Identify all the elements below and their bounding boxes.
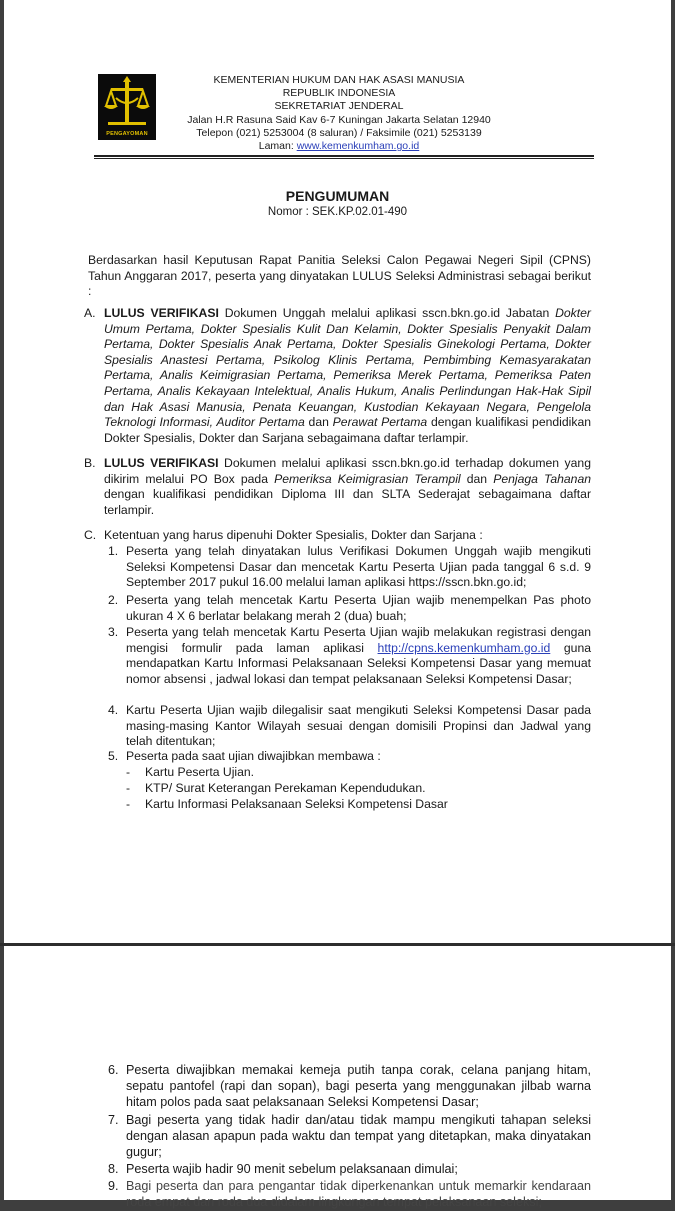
item-8-number: 8.	[108, 1162, 119, 1176]
item-6-number: 6.	[108, 1063, 119, 1077]
item-1-text: Peserta yang telah dinyatakan lulus Verifikasi Dokumen Unggah wajib mengikuti Seleksi Kompetensi Dasar dan mencetak Kartu Peserta Ujian pada tanggal 6 s.d. 9 September 2017 pukul 16.00 melalui laman aplikasi https://sscn.bkn.go.id;	[126, 544, 591, 590]
letterhead-rule-thick	[94, 155, 594, 157]
bullet-2: KTP/ Surat Keterangan Perekaman Kependudukan.	[145, 781, 426, 795]
item-3-text	[126, 625, 591, 687]
document-number: Nomor : SEK.KP.02.01-490	[267, 206, 408, 218]
item-4-text: Kartu Peserta Ujian wajib dilegalisir saat mengikuti Seleksi Kompetensi Dasar pada masing-masing Kantor Wilayah sesuai dengan domisili Propinsi dan Jadwal yang telah ditentukan;	[126, 703, 591, 749]
item-8-text: Peserta wajib hadir 90 menit sebelum pelaksanaan dimulai;	[126, 1162, 458, 1176]
ministry-name: KEMENTERIAN HUKUM DAN HAK ASASI MANUSIA	[213, 74, 465, 86]
section-c-heading: Ketentuan yang harus dipenuhi Dokter Spesialis, Dokter dan Sarjana :	[104, 528, 483, 542]
section-a-position-last: Perawat Pertama	[332, 415, 428, 430]
section-a-heading: LULUS VERIFIKASI	[104, 306, 219, 320]
intro-paragraph: Berdasarkan hasil Keputusan Rapat Panitia Seleksi Calon Pegawai Negeri Sipil (CPNS) Tahun Anggaran 2017, peserta yang dinyatakan LULUS Seleksi Administrasi sebagai berikut :	[88, 253, 591, 299]
section-b-text: Dokumen melalui aplikasi sscn.bkn.go.id terhadap dokumen yang dikirim melalui PO Box pada	[104, 456, 591, 486]
section-b-body	[104, 456, 591, 518]
phone-fax: Telepon (021) 5253004 (8 saluran) / Faksimile (021) 5253139	[196, 126, 482, 139]
item-1-number: 1.	[108, 544, 119, 558]
item-3-number: 3.	[108, 625, 119, 639]
pengayoman-logo	[98, 74, 156, 140]
bullet-dash: -	[126, 765, 131, 779]
document-page-2	[4, 946, 671, 1209]
item-3-text-end: guna mendapatkan Kartu Informasi Pelaksanaan Seleksi Kompetensi Dasar yang memuat nomor absensi , jadwal lokasi dan tempat pelaksanaan Seleksi Kompetensi Dasar;	[126, 640, 592, 686]
item-9-text: Bagi peserta dan para pengantar tidak diperkenankan untuk memarkir kendaraan roda empat dan roda dua didalam lingkungan tempat pelaksanaan seleksi;	[126, 1179, 591, 1209]
section-b-position-1: Pemeriksa Keimigrasian Terampil	[274, 471, 461, 486]
section-a-conjunction: dan	[304, 415, 333, 430]
bullet-1: Kartu Peserta Ujian.	[145, 765, 255, 779]
bullet-dash: -	[126, 781, 131, 795]
document-title: PENGUMUMAN	[285, 188, 390, 204]
section-b-qualification: dengan kualifikasi pendidikan Diploma III dan SLTA Sederajat sebagaimana daftar terlampir.	[104, 487, 591, 517]
section-a-letter: A.	[84, 306, 96, 320]
section-a-body	[104, 306, 591, 446]
section-b-position-2: Penjaga Tahanan	[493, 471, 592, 486]
section-b-heading: LULUS VERIFIKASI	[104, 456, 219, 470]
letterhead	[169, 74, 509, 153]
secretariat-name: SEKRETARIAT JENDERAL	[274, 100, 404, 113]
document-page-1	[4, 0, 671, 943]
bullet-dash: -	[126, 797, 131, 811]
item-7-text: Bagi peserta yang tidak hadir dan/atau tidak mampu mengikuti tahapan seleksi dengan alasan apapun pada waktu dan tempat yang ditetapkan, maka dinyatakan gugur;	[126, 1113, 591, 1159]
website-line	[169, 140, 509, 153]
section-a-positions: Dokter Umum Pertama, Dokter Spesialis Kulit Dan Kelamin, Dokter Spesialis Penyakit Dalam Pertama, Dokter Spesialis Anak Pertama, Dokter Spesialis Ginekologi Pertama, Dokter Spesialis Anastesi Pertama, Psikolog Klinis Pertama, Pembimbing Kemasyarakatan Pertama, Analis Keimigrasian Pertama, Pemeriksa Merek Pertama, Pemeriksa Paten Pertama, Analis Kekayaan Intelektual, Analis Hukum, Analis Perlindungan Hak-Hak Sipil dan Hak Asasi Manusia, Penata Keuangan, Kustodian Kekayaan Negara, Pengelola Teknologi Informasi, Auditor Pertama	[104, 306, 591, 430]
website-link[interactable]: www.kemenkumham.go.id	[296, 140, 420, 153]
item-5-text: Peserta pada saat ujian diwajibkan membawa :	[126, 749, 381, 763]
section-a-qualification: dengan kualifikasi pendidikan Dokter Spesialis, Dokter dan Sarjana sebagaimana daftar terlampir.	[104, 415, 591, 445]
item-2-text: Peserta yang telah mencetak Kartu Peserta Ujian wajib menempelkan Pas photo ukuran 4 X 6 berlatar belakang merah 2 (dua) buah;	[126, 593, 591, 623]
item-3-text-start: Peserta yang telah mencetak Kartu Peserta Ujian wajib melakukan registrasi dengan mengisi formulir pada laman aplikasi	[126, 625, 591, 655]
address: Jalan H.R Rasuna Said Kav 6-7 Kuningan Jakarta Selatan 12940	[187, 113, 491, 126]
item-5-number: 5.	[108, 749, 119, 763]
item-9-number: 9.	[108, 1179, 119, 1193]
cpns-registration-link[interactable]: http://cpns.kemenkumham.go.id	[377, 640, 551, 655]
item-2-number: 2.	[108, 593, 119, 607]
section-b-letter: B.	[84, 456, 96, 470]
letterhead-rule-thin	[94, 158, 594, 159]
item-7-number: 7.	[108, 1113, 119, 1127]
website-label: Laman:	[258, 140, 294, 153]
country-name: REPUBLIK INDONESIA	[282, 87, 396, 100]
item-4-number: 4.	[108, 703, 119, 717]
bullet-3: Kartu Informasi Pelaksanaan Seleksi Kompetensi Dasar	[145, 797, 448, 811]
item-6-text: Peserta diwajibkan memakai kemeja putih tanpa corak, celana panjang hitam, sepatu pantofel (rapi dan sopan), bagi peserta yang menggunakan jilbab warna hitam polos pada saat pelaksanaan Seleksi Kompetensi Dasar;	[126, 1063, 591, 1109]
section-b-conjunction: dan	[460, 471, 494, 486]
logo-caption: PENGAYOMAN	[106, 131, 148, 137]
section-a-text: Dokumen Unggah melalui aplikasi sscn.bkn.go.id Jabatan	[218, 306, 556, 320]
section-c-letter: C.	[84, 528, 97, 542]
